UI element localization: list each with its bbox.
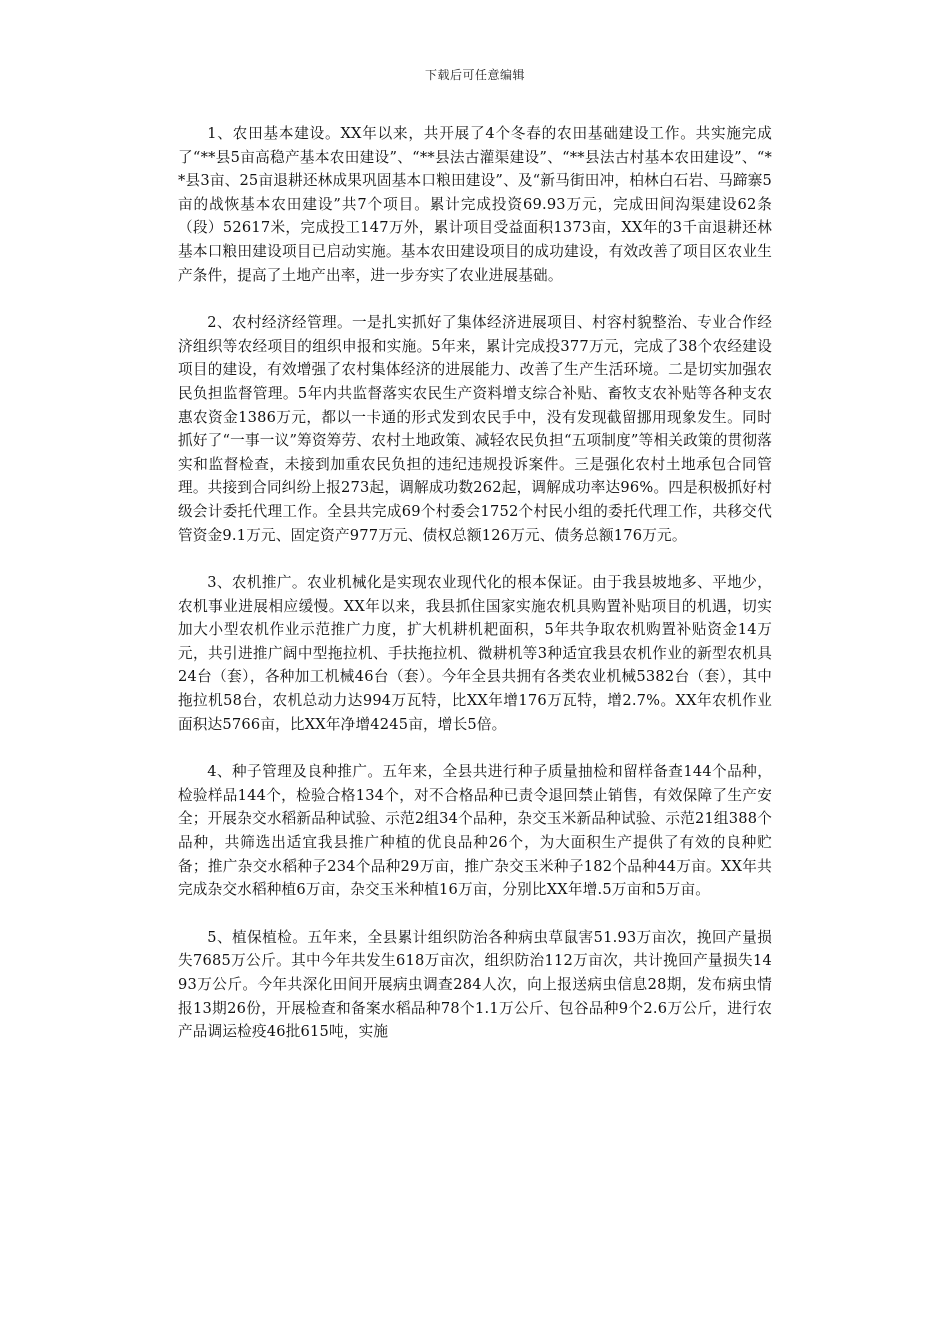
paragraph-seed-management: 4、种子管理及良种推广。五年来，全县共进行种子质量抽检和留样备查144个品种，检验样品144个，检验合格134个，对不合格品种已责令退回禁止销售，有效保障了生产安全；开展杂交水稻新品种试验、示范2组34个品种，杂交玉米新品种试验、示范21组388个品种，共筛选出适宜我县推广种植的优良品种26个，为大面积生产提供了有效的良种贮备；推广杂交水稻种子234个品种29万亩，推广杂交玉米种子182个品种44万亩。XX年共完成杂交水稻种植6万亩，杂交玉米种植16万亩，分别比XX年增.5万亩和5万亩。	[178, 763, 772, 899]
paragraph-rural-economy: 2、农村经济经管理。一是扎实抓好了集体经济进展项目、村容村貌整治、专业合作经济组织等农经项目的组织申报和实施。5年来，累计完成投377万元，完成了38个农经建设项目的建设，有效增强了农村集体经济的进展能力、改善了生产生活环境。二是切实加强农民负担监督管理。5年内共监督落实农民生产资料增支综合补贴、畜牧支农补贴等各种支农惠农资金1386万元，都以一卡通的形式发到农民手中，没有发现截留挪用现象发生。同时抓好了“一事一议”筹资筹劳、农村土地政策、减轻农民负担“五项制度”等相关政策的贯彻落实和监督检查，未接到加重农民负担的违纪违规投诉案件。三是强化农村土地承包合同管理。共接到合同纠纷上报273起，调解成功数262起，调解成功率达96%。四是积极抓好村级会计委托代理工作。全县共完成69个村委会1752个村民小组的委托代理工作，共移交代管资金9.1万元、固定资产977万元、债权总额126万元、债务总额176万元。	[178, 314, 772, 544]
header-note: 下载后可任意编辑	[424, 68, 525, 82]
document-body	[178, 122, 772, 1068]
paragraph-farmland-construction: 1、农田基本建设。XX年以来，共开展了4个冬春的农田基础建设工作。共实施完成了“**县5亩高稳产基本农田建设”、“**县法古灌渠建设”、“**县法古村基本农田建设”、“**县3亩、25亩退耕还林成果巩固基本口粮田建设”、及“新马街田冲，柏林白石岩、马蹄寨5亩的战恢基本农田建设”共7个项目。累计完成投资69.93万元，完成田间沟渠建设62条（段）52617米，完成投工147万外，累计项目受益面积1373亩，XX年的3千亩退耕还林基本口粮田建设项目已启动实施。基本农田建设项目的成功建设，有效改善了项目区农业生产条件，提高了土地产出率，进一步夯实了农业进展基础。	[178, 125, 772, 284]
paragraph-plant-protection: 5、植保植检。五年来，全县累计组织防治各种病虫草鼠害51.93万亩次，挽回产量损失7685万公斤。其中今年共发生618万亩次，组织防治112万亩次，共计挽回产量损失1493万公斤。今年共深化田间开展病虫调查284人次，向上报送病虫信息28期，发布病虫情报13期26份，开展检查和备案水稻品种78个1.1万公斤、包谷品种9个2.6万公斤，进行农产品调运检疫46批615吨，实施	[178, 928, 772, 1041]
paragraph-agricultural-machinery: 3、农机推广。农业机械化是实现农业现代化的根本保证。由于我县坡地多、平地少，农机事业进展相应缓慢。XX年以来，我县抓住国家实施农机具购置补贴项目的机遇，切实加大小型农机作业示范推广力度，扩大机耕机耙面积，5年共争取农机购置补贴资金14万元，共引进推广阔中型拖拉机、手扶拖拉机、微耕机等3种适宜我县农机作业的新型农机具24台（套），各种加工机械46台（套）。今年全县共拥有各类农业机械5382台（套），其中拖拉机58台，农机总动力达994万瓦特，比XX年增176万瓦特，增2.7%。XX年农机作业面积达5766亩，比XX年净增4245亩，增长5倍。	[178, 574, 772, 733]
